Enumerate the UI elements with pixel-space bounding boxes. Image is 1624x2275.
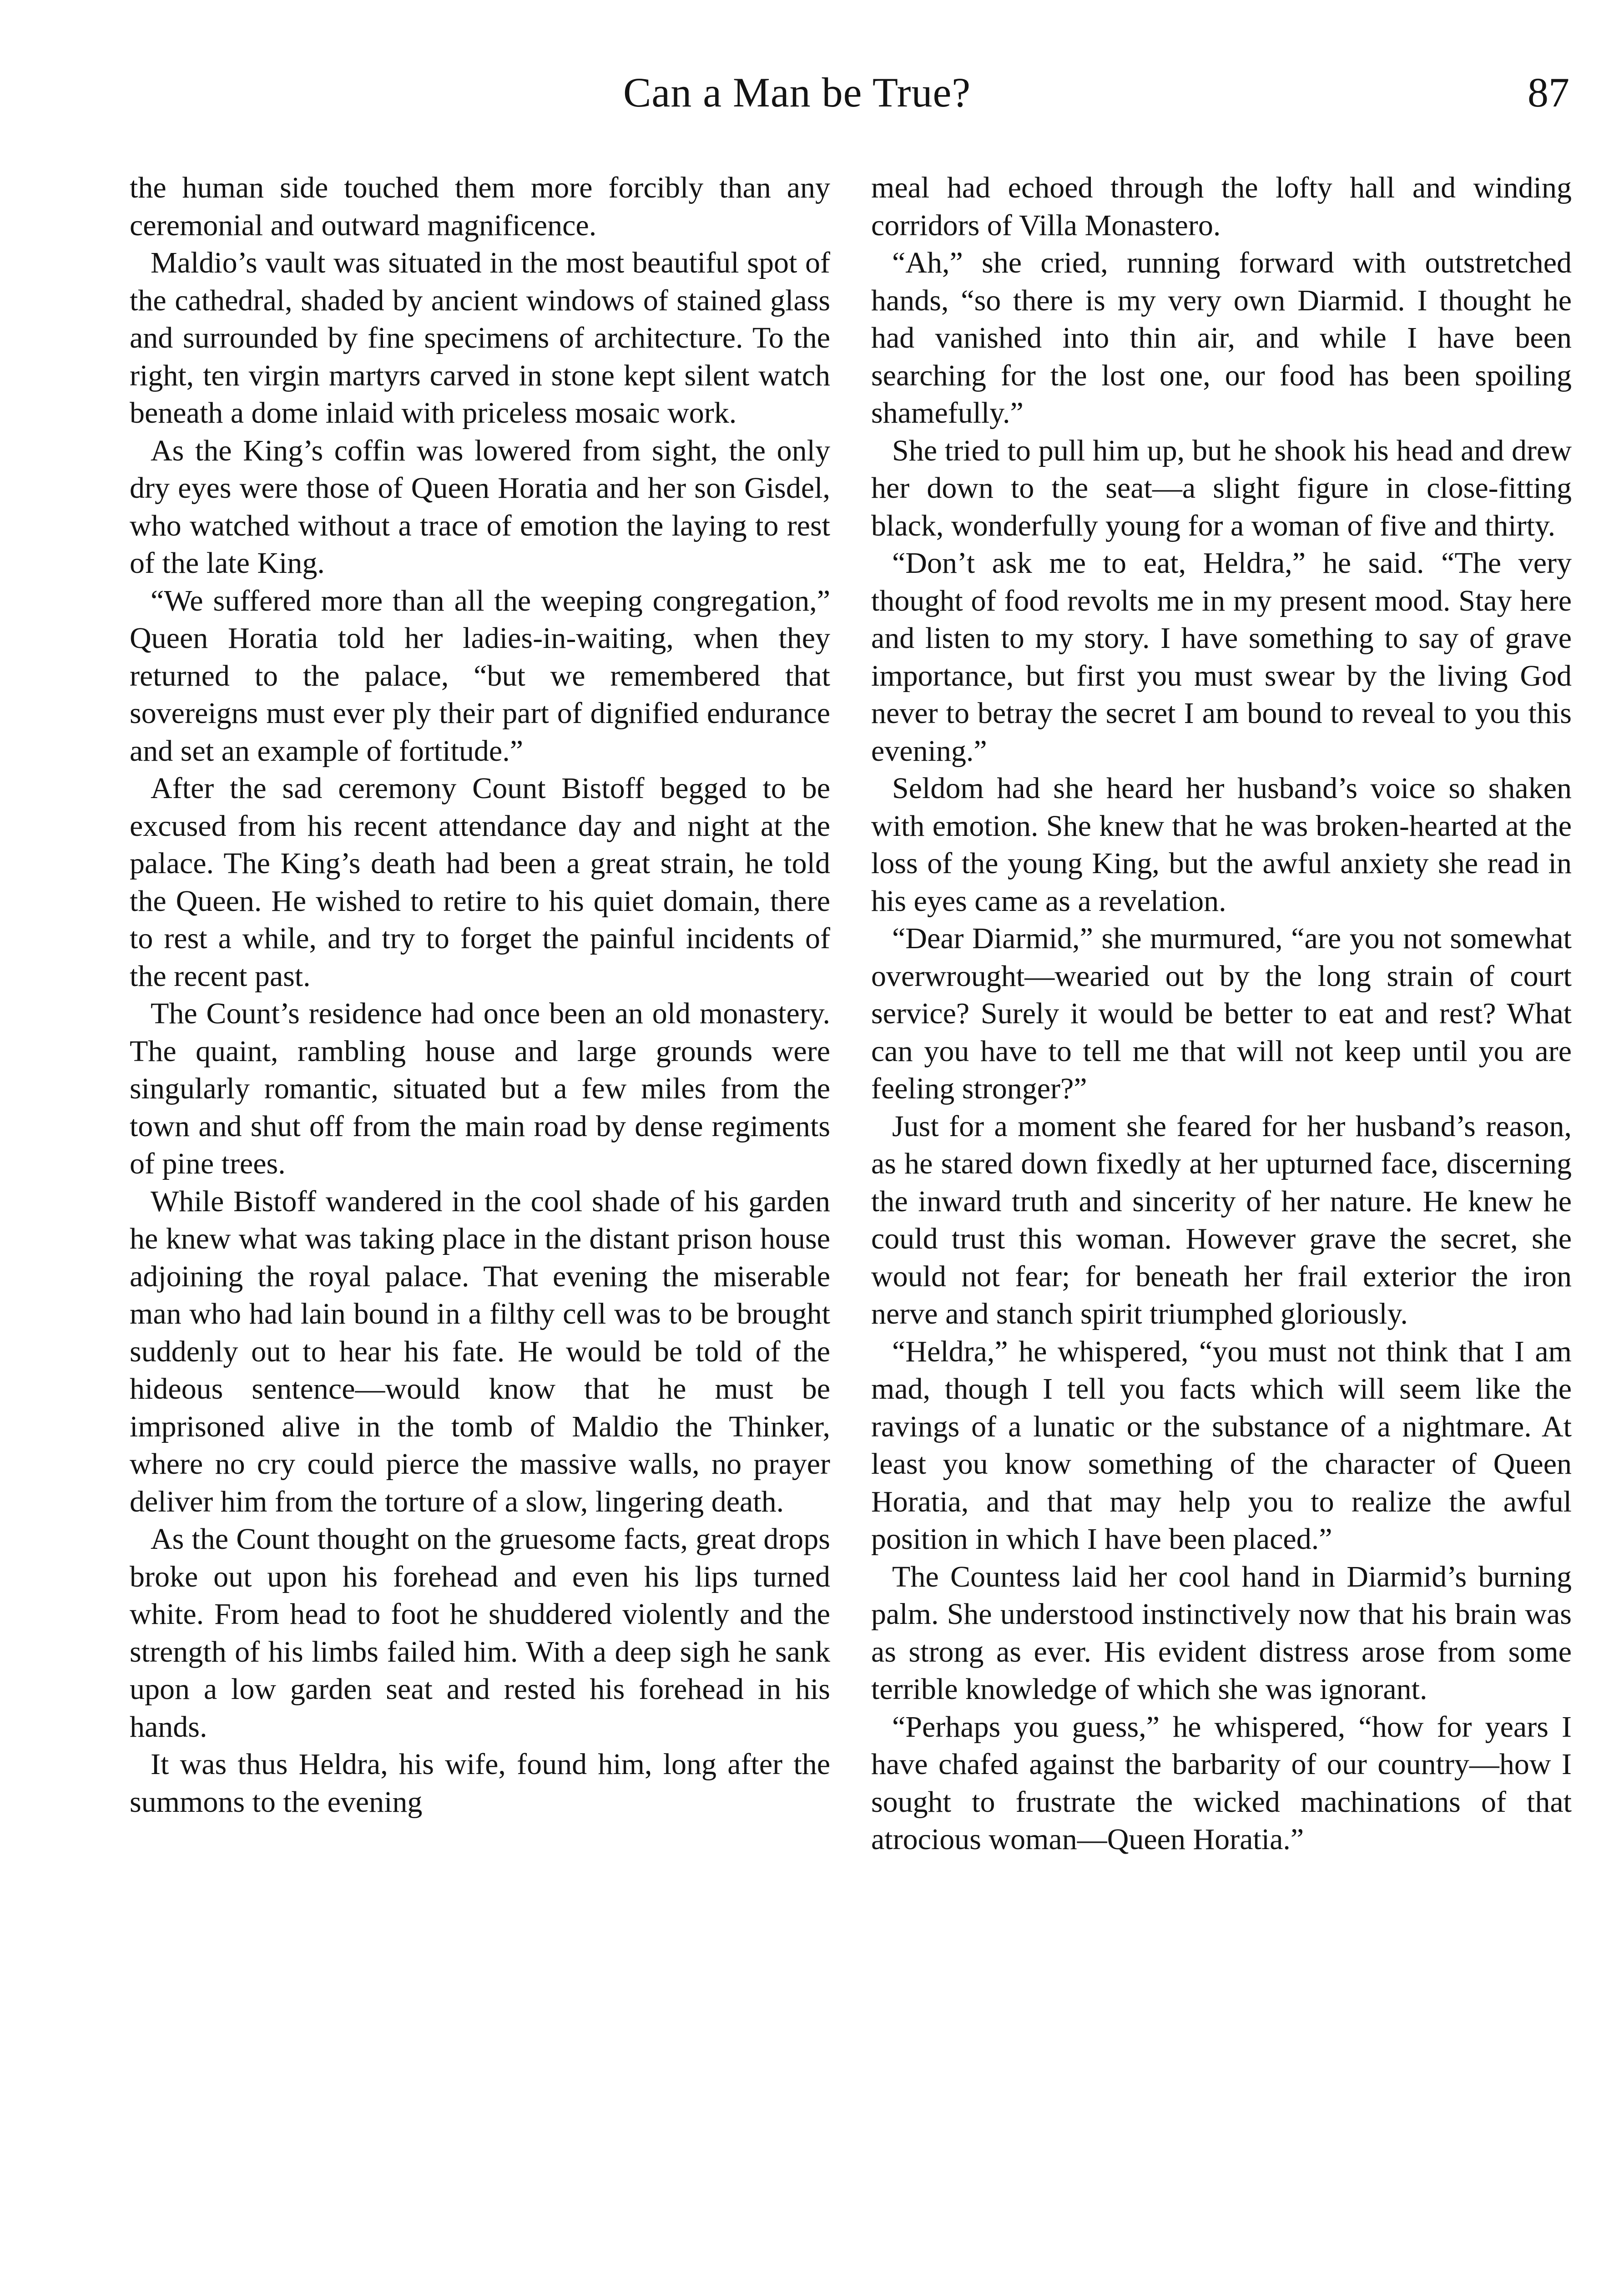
- paragraph: “Don’t ask me to eat, Heldra,” he said. “The very thought of food revolts me in my present mood. Stay here and listen to my story. I have something to say of grave importance, but first you must swear by the living God never to betray the secret I am bound to reveal to you this evening.”: [871, 546, 1572, 768]
- paragraph: It was thus Heldra, his wife, found him, long after the summons to the evening: [130, 1748, 830, 1819]
- page-number: 87: [1528, 69, 1569, 116]
- paragraph: Seldom had she heard her husband’s voice so shaken with emotion. She knew that he was broken-hearted at the loss of the young King, but the awful anxiety she read in his eyes came as a revelation.: [871, 772, 1572, 918]
- right-column: [871, 169, 1572, 1859]
- left-column: [130, 169, 830, 1821]
- paragraph: “Heldra,” he whispered, “you must not think that I am mad, though I tell you facts which will seem like the ravings of a lunatic or the substance of a nightmare. At least you know something of the character of Queen Horatia, and that may help you to realize the awful position in which I have been placed.”: [871, 1335, 1572, 1556]
- paragraph: The Count’s residence had once been an old monastery. The quaint, rambling house and large grounds were singularly romantic, situated but a few miles from the town and shut off from the main road by dense regiments of pine trees.: [130, 997, 830, 1180]
- paragraph: Maldio’s vault was situated in the most beautiful spot of the cathedral, shaded by ancient windows of stained glass and surrounded by fine specimens of architecture. To the right, ten virgin martyrs carved in stone kept silent watch beneath a dome inlaid with priceless mosaic work.: [130, 246, 830, 430]
- paragraph: Just for a moment she feared for her husband’s reason, as he stared down fixedly at her upturned face, discerning the inward truth and sincerity of her nature. He knew he could trust this woman. However grave the secret, she would not fear; for beneath her frail exterior the iron nerve and stanch spirit triumphed gloriously.: [871, 1109, 1572, 1330]
- paragraph: The Countess laid her cool hand in Diarmid’s burning palm. She understood instinctively now that his brain was as strong as ever. His evident distress arose from some terrible knowledge of which she was ignorant.: [871, 1560, 1572, 1706]
- paragraph: meal had echoed through the lofty hall and winding corridors of Villa Monastero.: [871, 171, 1572, 242]
- page-header: [0, 68, 1624, 132]
- paragraph: “Ah,” she cried, running forward with outstretched hands, “so there is my very own Diarmid. I thought he had vanished into thin air, and while I have been searching for the lost one, our food has been spoiling shamefully.”: [871, 246, 1572, 430]
- paragraph: As the King’s coffin was lowered from sight, the only dry eyes were those of Queen Horatia and her son Gisdel, who watched without a trace of emotion the laying to rest of the late King.: [130, 434, 830, 580]
- paragraph: “Dear Diarmid,” she murmured, “are you not somewhat overwrought—wearied out by the long strain of court service? Surely it would be better to eat and rest? What can you have to tell me that will not keep until you are feeling stronger?”: [871, 922, 1572, 1105]
- paragraph: “Perhaps you guess,” he whispered, “how for years I have chafed against the barbarity of our country—how I sought to frustrate the wicked machinations of that atrocious woman—Queen Horatia.”: [871, 1710, 1572, 1856]
- paragraph: While Bistoff wandered in the cool shade of his garden he knew what was taking place in the distant prison house adjoining the royal palace. That evening the miserable man who had lain bound in a filthy cell was to be brought suddenly out to hear his fate. He would be told of the hideous sentence—would know that he must be imprisoned alive in the tomb of Maldio the Thinker, where no cry could pierce the massive walls, no prayer deliver him from the torture of a slow, lingering death.: [130, 1184, 830, 1518]
- running-title: Can a Man be True?: [623, 69, 971, 116]
- paragraph: After the sad ceremony Count Bistoff begged to be excused from his recent attendance day and night at the palace. The King’s death had been a great strain, he told the Queen. He wished to retire to his quiet domain, there to rest a while, and try to forget the painful incidents of the recent past.: [130, 772, 830, 993]
- paragraph: As the Count thought on the gruesome facts, great drops broke out upon his forehead and even his lips turned white. From head to foot he shuddered violently and the strength of his limbs failed him. With a deep sigh he sank upon a low garden seat and rested his forehead in his hands.: [130, 1522, 830, 1744]
- paragraph: “We suffered more than all the weeping congregation,” Queen Horatia told her ladies-in-waiting, when they returned to the palace, “but we remembered that sovereigns must ever ply their part of dignified endurance and set an example of fortitude.”: [130, 584, 830, 768]
- paragraph: She tried to pull him up, but he shook his head and drew her down to the seat—a slight figure in close-fitting black, wonderfully young for a woman of five and thirty.: [871, 434, 1572, 542]
- paragraph: the human side touched them more forcibly than any ceremonial and outward magnificence.: [130, 171, 830, 242]
